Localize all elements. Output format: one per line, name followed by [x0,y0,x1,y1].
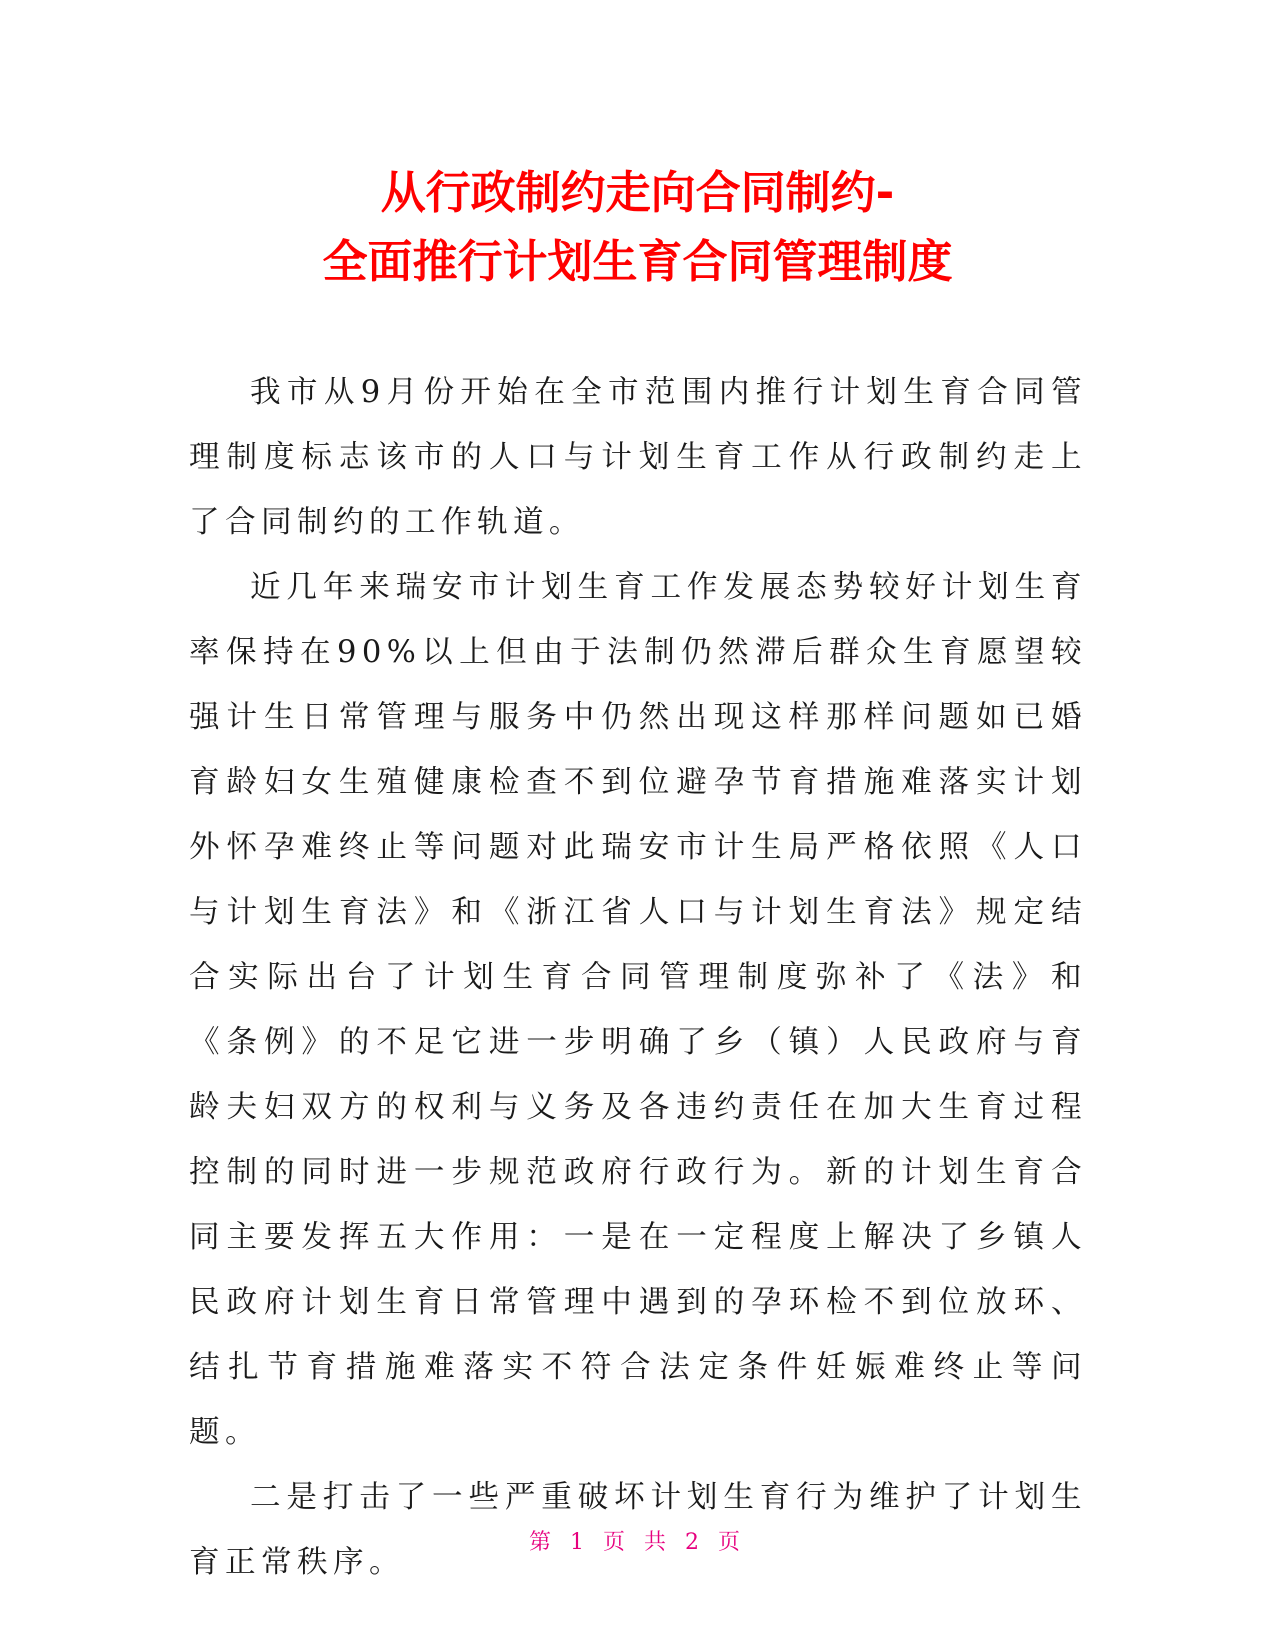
paragraph-3: 二是打击了一些严重破坏计划生育行为维护了计划生育正常秩序。 [189,1480,1087,1580]
document-title-line2: 全面推行计划生育合同管理制度 [322,235,953,288]
paragraph-2: 近几年来瑞安市计划生育工作发展态势较好计划生育率保持在90%以上但由于法制仍然滞后群众生育愿望较强计生日常管理与服务中仍然出现这样那样问题如已婚育龄妇女生殖健康检查不到位避孕节育措施难落实计划外怀孕难终止等问题对此瑞安市计生局严格依照《人口与计划生育法》和《浙江省人口与计划生育法》规定结合实际出台了计划生育合同管理制度弥补了《法》和《条例》的不足它进一步明确了乡（镇）人民政府与育龄夫妇双方的权利与义务及各违约责任在加大生育过程控制的同时进一步规范政府行政行为。新的计划生育合同主要发挥五大作用：一是在一定程度上解决了乡镇人民政府计划生育日常管理中遇到的孕环检不到位放环、结扎节育措施难落实不符合法定条件妊娠难终止等问题。 [189,570,1087,1450]
document-title-line1: 从行政制约走向合同制约- [380,166,895,219]
paragraph-1: 我市从9月份开始在全市范围内推行计划生育合同管理制度标志该市的人口与计划生育工作从行政制约走上了合同制约的工作轨道。 [189,375,1087,540]
document-body [189,360,1087,1595]
page-number-footer: 第 1 页 共 2 页 [529,1530,746,1555]
